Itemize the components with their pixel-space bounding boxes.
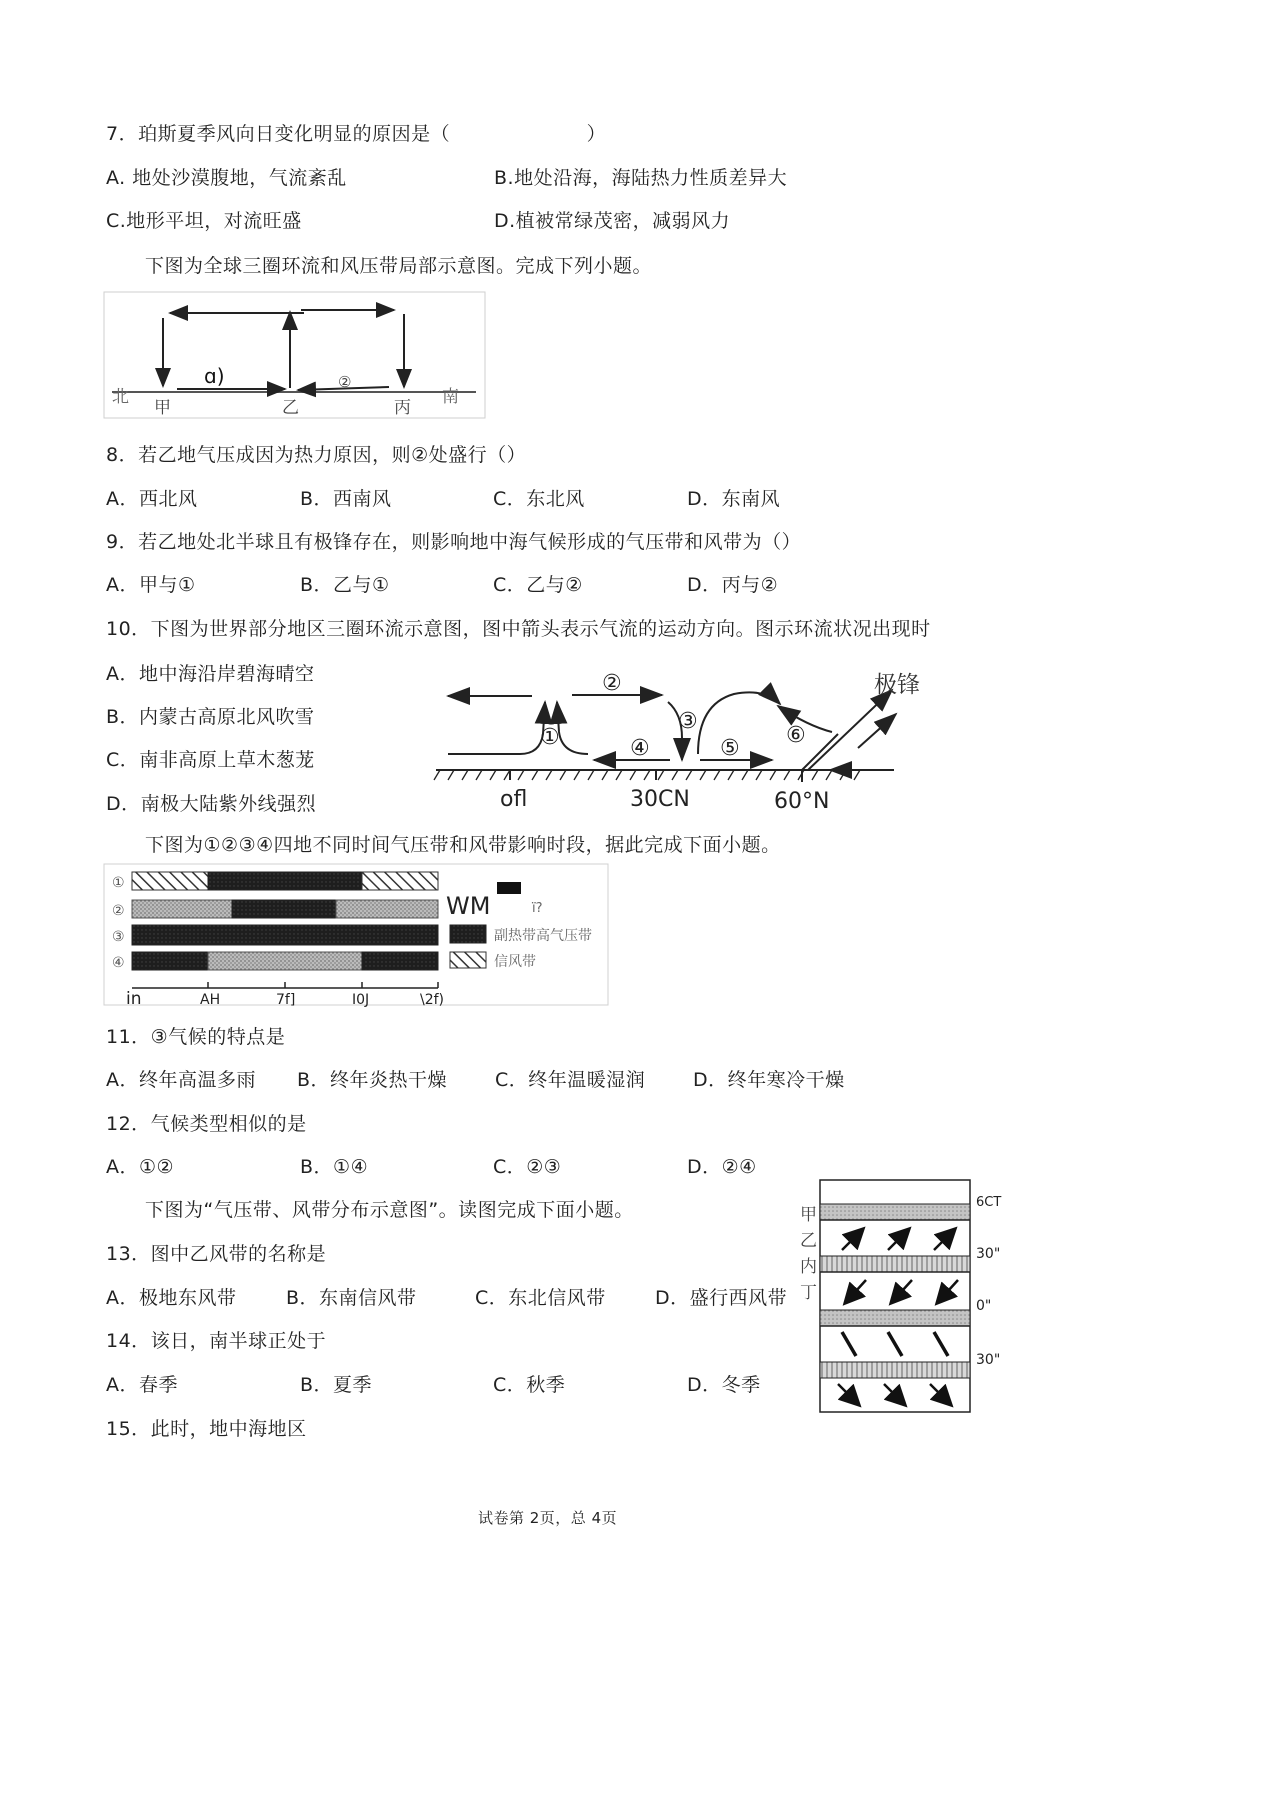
q11-option-d: D．终年寒冷干燥 bbox=[693, 1069, 845, 1091]
fig4-jia-label: 甲 bbox=[800, 1205, 817, 1225]
fig2-circle-6: ⑥ bbox=[786, 723, 806, 748]
q14-option-b: B．夏季 bbox=[300, 1374, 373, 1396]
fig3-tick-4: AH bbox=[200, 992, 221, 1008]
fig4-lat-30n-label: 30" bbox=[976, 1246, 1001, 1262]
intro-figure-4: 下图为“气压带、风带分布示意图”。读图完成下面小题。 bbox=[145, 1199, 634, 1221]
fig3-tick-10: I0J bbox=[352, 992, 370, 1008]
fig3-row-2-label: ② bbox=[112, 903, 125, 919]
q10-stem: 10．下图为世界部分地区三圈环流示意图，图中箭头表示气流的运动方向。图示环流状况出现时 bbox=[106, 618, 931, 640]
fig2-lat-60: 60°N bbox=[774, 789, 830, 814]
q11-option-a: A．终年高温多雨 bbox=[106, 1069, 256, 1091]
fig4-lat-60-label: 6CT bbox=[976, 1195, 1002, 1210]
fig2-polar-front-label: 极锋 bbox=[874, 672, 920, 698]
fig3-legend-3-label: 信风带 bbox=[494, 954, 536, 970]
q11-option-c: C．终年温暖湿润 bbox=[495, 1069, 646, 1091]
q13-option-b: B．东南信风带 bbox=[286, 1287, 417, 1309]
fig4-yi-label: 乙 bbox=[800, 1231, 817, 1251]
figure-pressure-wind-timeline bbox=[104, 864, 609, 1009]
fig2-circle-5: ⑤ bbox=[720, 736, 740, 761]
fig3-row-4-label: ④ bbox=[112, 955, 125, 971]
fig1-marker-2: ② bbox=[338, 373, 352, 391]
intro-figure-3: 下图为①②③④四地不同时间气压带和风带影响时段，据此完成下面小题。 bbox=[145, 834, 781, 856]
fig4-lat-30s-label: 30" bbox=[976, 1352, 1001, 1368]
q8-option-c: C．东北风 bbox=[493, 488, 585, 510]
fig4-lat-0-label: 0" bbox=[976, 1298, 992, 1314]
q9-option-d: D．丙与② bbox=[687, 574, 779, 596]
q12-option-a: A．①② bbox=[106, 1156, 175, 1178]
q8-option-d: D．东南风 bbox=[687, 488, 781, 510]
fig3-tick-7: 7f] bbox=[276, 992, 296, 1008]
q15-stem: 15．此时，地中海地区 bbox=[106, 1418, 307, 1440]
q7-stem: 7．珀斯夏季风向日变化明显的原因是（ ） bbox=[106, 123, 607, 145]
q14-option-d: D．冬季 bbox=[687, 1374, 761, 1396]
fig3-tick-12: \2f) bbox=[420, 992, 445, 1008]
fig3-legend-1b-label: ï? bbox=[532, 901, 543, 916]
fig2-circle-2: ② bbox=[602, 671, 622, 696]
fig1-bing-label: 丙 bbox=[394, 398, 411, 418]
fig2-lat-0: ofl bbox=[500, 787, 528, 812]
q10-option-b: B．内蒙古高原北风吹雪 bbox=[106, 706, 315, 728]
q12-stem: 12．气候类型相似的是 bbox=[106, 1113, 307, 1135]
q7-option-b: B.地处沿海，海陆热力性质差异大 bbox=[494, 167, 788, 189]
q9-stem: 9．若乙地处北半球且有极锋存在，则影响地中海气候形成的气压带和风带为（） bbox=[106, 531, 802, 553]
q9-option-c: C．乙与② bbox=[493, 574, 583, 596]
fig4-bing-label: 内 bbox=[800, 1257, 817, 1277]
q14-option-a: A．春季 bbox=[106, 1374, 178, 1396]
q9-option-a: A．甲与① bbox=[106, 574, 196, 596]
q8-option-b: B．西南风 bbox=[300, 488, 392, 510]
q13-option-d: D．盛行西风带 bbox=[655, 1287, 788, 1309]
fig1-marker-1: ɑ) bbox=[204, 364, 225, 388]
q12-option-b: B．①④ bbox=[300, 1156, 369, 1178]
fig1-north-label: 北 bbox=[112, 387, 129, 407]
q14-option-c: C．秋季 bbox=[493, 1374, 566, 1396]
page-footer: 试卷第 2页，总 4页 bbox=[478, 1509, 618, 1527]
fig3-row-3-label: ③ bbox=[112, 929, 125, 945]
figure-pressure-wind-belts bbox=[796, 1178, 1036, 1418]
q7-option-d: D.植被常绿茂密，减弱风力 bbox=[494, 210, 731, 232]
q13-stem: 13．图中乙风带的名称是 bbox=[106, 1243, 327, 1265]
fig2-circle-3: ③ bbox=[678, 709, 698, 734]
fig2-circle-1: ① bbox=[540, 725, 560, 750]
intro-figure-1: 下图为全球三圈环流和风压带局部示意图。完成下列小题。 bbox=[145, 255, 653, 277]
q11-stem: 11．③气候的特点是 bbox=[106, 1026, 286, 1048]
q12-option-d: D．②④ bbox=[687, 1156, 757, 1178]
fig2-lat-30: 30CN bbox=[630, 787, 690, 812]
fig1-yi-label: 乙 bbox=[282, 398, 299, 418]
q9-option-b: B．乙与① bbox=[300, 574, 390, 596]
fig3-row-1-label: ① bbox=[112, 875, 125, 891]
fig1-jia-label: 甲 bbox=[154, 398, 171, 418]
q10-option-c: C．南非高原上草木葱茏 bbox=[106, 749, 315, 771]
q10-option-a: A．地中海沿岸碧海晴空 bbox=[106, 663, 315, 685]
fig1-south-label: 南 bbox=[442, 387, 459, 407]
q14-stem: 14．该日，南半球正处于 bbox=[106, 1330, 327, 1352]
q11-option-b: B．终年炎热干燥 bbox=[297, 1069, 448, 1091]
fig3-legend-1-label: WM bbox=[446, 892, 491, 920]
q7-option-c: C.地形平坦，对流旺盛 bbox=[106, 210, 302, 232]
figure-world-circulation bbox=[434, 664, 920, 814]
q7-option-a: A. 地处沙漠腹地，气流紊乱 bbox=[106, 167, 347, 189]
fig2-circle-4: ④ bbox=[630, 736, 650, 761]
fig4-ding-label: 丁 bbox=[800, 1283, 817, 1303]
q10-option-d: D．南极大陆紫外线强烈 bbox=[106, 793, 317, 815]
figure-three-cell-circulation bbox=[104, 292, 486, 419]
q8-option-a: A．西北风 bbox=[106, 488, 198, 510]
q8-stem: 8．若乙地气压成因为热力原因，则②处盛行（） bbox=[106, 444, 527, 466]
q13-option-c: C．东北信风带 bbox=[475, 1287, 606, 1309]
q12-option-c: C．②③ bbox=[493, 1156, 562, 1178]
fig3-legend-2-label: 副热带高气压带 bbox=[494, 928, 592, 944]
fig3-tick-1: in bbox=[126, 989, 142, 1009]
q13-option-a: A．极地东风带 bbox=[106, 1287, 237, 1309]
